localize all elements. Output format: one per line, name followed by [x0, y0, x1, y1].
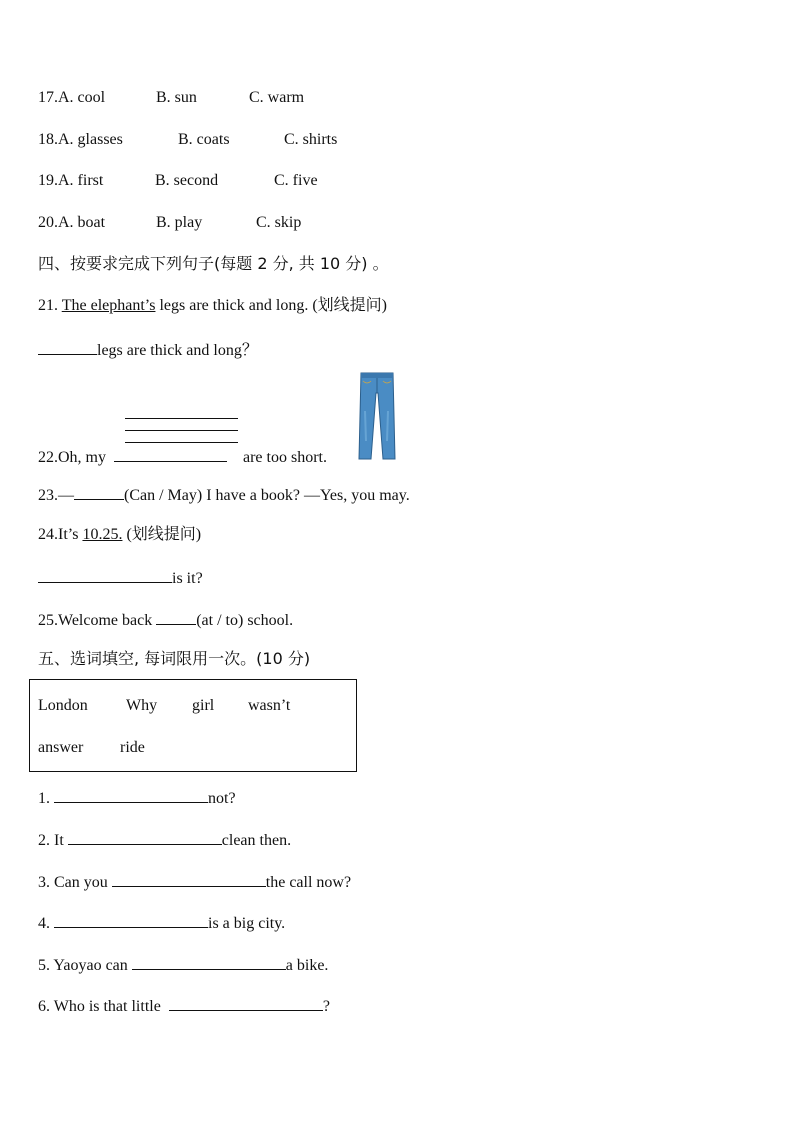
question-text: (划线提问)	[122, 526, 202, 543]
question-22	[38, 445, 327, 468]
question-text: are too short.	[243, 449, 327, 466]
option-b: B. sun	[156, 89, 197, 106]
question-number: 17.	[38, 89, 58, 106]
question-19	[38, 171, 318, 191]
jeans-image	[357, 371, 397, 461]
question-number: 19.	[38, 172, 58, 189]
answer-blank[interactable]	[114, 445, 227, 462]
fill-item-5	[38, 953, 328, 976]
answer-text: is it?	[172, 570, 203, 587]
option-b: B. second	[155, 172, 219, 189]
word-bank-item: girl	[192, 697, 215, 714]
fill-item-1	[38, 786, 236, 809]
item-text: is a big city.	[208, 915, 286, 932]
question-17	[38, 88, 304, 108]
answer-blank[interactable]	[112, 870, 266, 887]
answer-blank[interactable]	[156, 608, 196, 625]
answer-blank[interactable]	[54, 911, 208, 928]
option-a: A. first	[58, 172, 104, 189]
answer-24	[38, 566, 203, 589]
question-25	[38, 608, 293, 631]
option-c: C. warm	[249, 89, 305, 106]
question-text: 22.Oh, my	[38, 449, 106, 466]
item-text: the call now?	[265, 874, 352, 891]
answer-blank[interactable]	[38, 338, 97, 355]
fill-item-2	[38, 828, 291, 851]
item-text: 5. Yaoyao can	[38, 957, 132, 974]
question-text: 23.—	[38, 487, 74, 504]
word-bank-item: London	[38, 697, 88, 714]
option-a: A. cool	[58, 89, 106, 106]
fill-item-3	[38, 870, 351, 893]
question-21: 21. The elephant’s legs are thick and long. (划线提问)	[38, 297, 387, 314]
fill-item-4	[38, 911, 285, 934]
item-text: 2. It	[38, 832, 68, 849]
word-bank-item: ride	[120, 739, 145, 756]
item-text: not?	[208, 790, 236, 807]
option-b: B. play	[156, 214, 203, 231]
option-a: A. glasses	[58, 131, 123, 148]
question-text: 24.It’s	[38, 526, 83, 543]
word-bank-item: Why	[126, 697, 158, 714]
option-a: A. boat	[58, 214, 106, 231]
answer-blank[interactable]	[38, 566, 172, 583]
item-text: 1.	[38, 790, 54, 807]
question-24	[38, 525, 201, 545]
option-c: C. shirts	[284, 131, 338, 148]
option-c: C. skip	[256, 214, 302, 231]
option-b: B. coats	[178, 131, 230, 148]
answer-blank[interactable]	[132, 953, 286, 970]
underlined-phrase: The elephant’s	[61, 297, 156, 314]
fill-item-6	[38, 994, 330, 1017]
word-bank-item: wasn’t	[248, 697, 291, 714]
answer-blank[interactable]	[169, 994, 323, 1011]
section-4-heading: 四、按要求完成下列句子(每题 2 分, 共 10 分) 。	[38, 254, 389, 273]
item-text: a bike.	[285, 957, 329, 974]
answer-blank[interactable]	[54, 786, 208, 803]
word-bank	[29, 679, 357, 772]
answer-blank[interactable]	[68, 828, 222, 845]
question-text: 25.Welcome back	[38, 612, 157, 629]
question-text: (at / to) school.	[196, 612, 294, 629]
question-23	[38, 483, 410, 506]
question-text: legs are thick and long. (划线提问)	[155, 297, 387, 314]
underlined-phrase: 10.25.	[82, 526, 123, 543]
question-text: (Can / May) I have a book? —Yes, you may.	[124, 487, 410, 504]
item-text: clean then.	[221, 832, 292, 849]
item-text: 6. Who is that little	[38, 998, 165, 1015]
item-text: 4.	[38, 915, 54, 932]
option-c: C. five	[274, 172, 318, 189]
question-number: 20.	[38, 214, 58, 231]
word-bank-item: answer	[38, 739, 84, 756]
answer-21	[38, 338, 258, 361]
question-20	[38, 213, 301, 233]
item-text: ?	[322, 998, 330, 1015]
question-18	[38, 130, 337, 150]
question-number: 21	[38, 297, 54, 314]
answer-blank[interactable]	[74, 483, 124, 500]
section-5-heading: 五、选词填空, 每词限用一次。(10 分)	[38, 649, 311, 668]
question-number: 18.	[38, 131, 58, 148]
item-text: 3. Can you	[38, 874, 112, 891]
answer-text: legs are thick and long？	[97, 342, 258, 359]
